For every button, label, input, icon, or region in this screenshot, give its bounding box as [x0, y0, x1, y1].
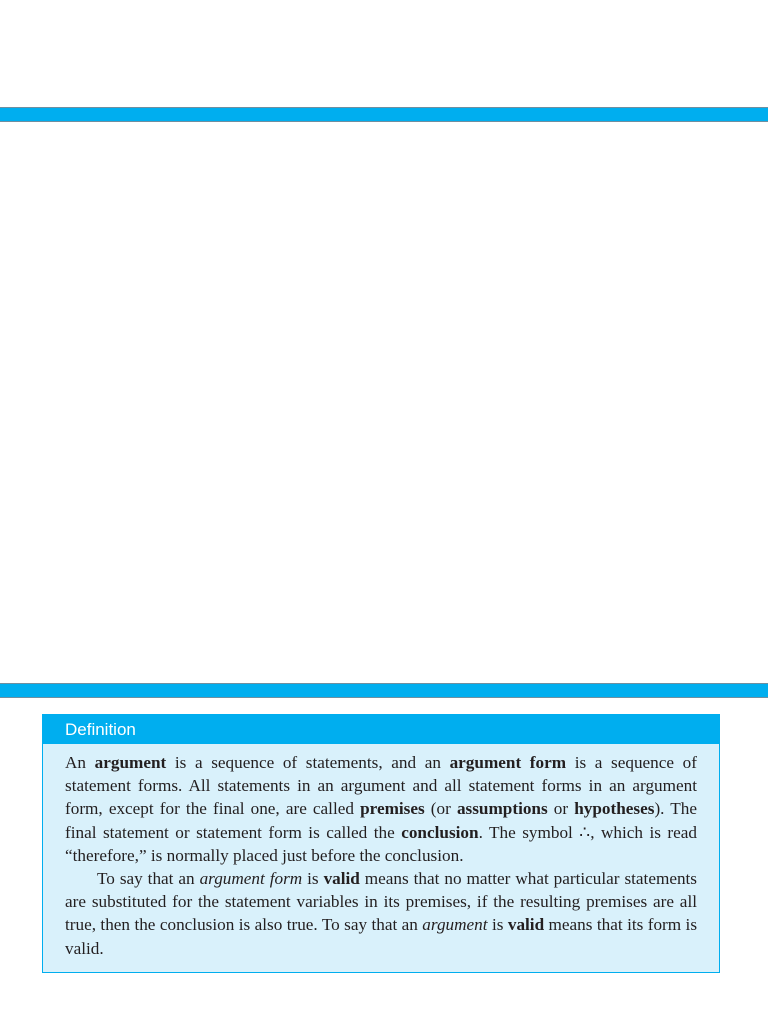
para2-text-5: means that its form is valid.: [65, 915, 698, 958]
para1-text-5: or: [547, 799, 575, 819]
para2-text-3: means that no matter what particular statements are substituted for the statement variables in its premises, if the resulting premises are all true, then the conclusion is also true. To say that an: [65, 869, 697, 935]
para2-text-1: To say that an: [97, 869, 200, 889]
top-accent-band: [0, 107, 768, 122]
definition-paragraph-1: [65, 751, 697, 867]
para2-text-2: is: [302, 869, 324, 889]
term-argument-italic: argument: [422, 915, 488, 935]
term-hypotheses: hypotheses: [574, 799, 655, 819]
term-assumptions: assumptions: [456, 799, 548, 819]
definition-heading: Definition: [43, 715, 719, 744]
para1-text-2: is a sequence of statements, and an: [166, 753, 450, 772]
term-argument-form-italic: argument form: [199, 869, 303, 889]
para1-text-1: An: [65, 753, 95, 772]
bottom-accent-band: [0, 683, 768, 698]
para1-text-4: (or: [424, 799, 457, 819]
term-conclusion: conclusion: [401, 822, 479, 842]
para1-text-6: ). The final statement or statement form is called the: [65, 799, 697, 842]
definition-box: [42, 714, 720, 973]
term-premises: premises: [360, 799, 425, 819]
para1-text-3: is a sequence of statement forms. All statements in an argument and all statement forms in an argument form, except for the final one, are called: [65, 753, 697, 819]
para1-text-7: . The symbol ∴, which is read “therefore,” is normally placed just before the conclusion.: [65, 822, 697, 865]
definition-body: [43, 744, 719, 960]
para2-text-4: is: [487, 915, 508, 935]
term-argument: argument: [94, 753, 167, 772]
term-argument-form: argument form: [449, 753, 567, 772]
term-valid-2: valid: [507, 915, 545, 935]
definition-paragraph-2: [65, 867, 697, 960]
term-valid-1: valid: [323, 869, 360, 889]
